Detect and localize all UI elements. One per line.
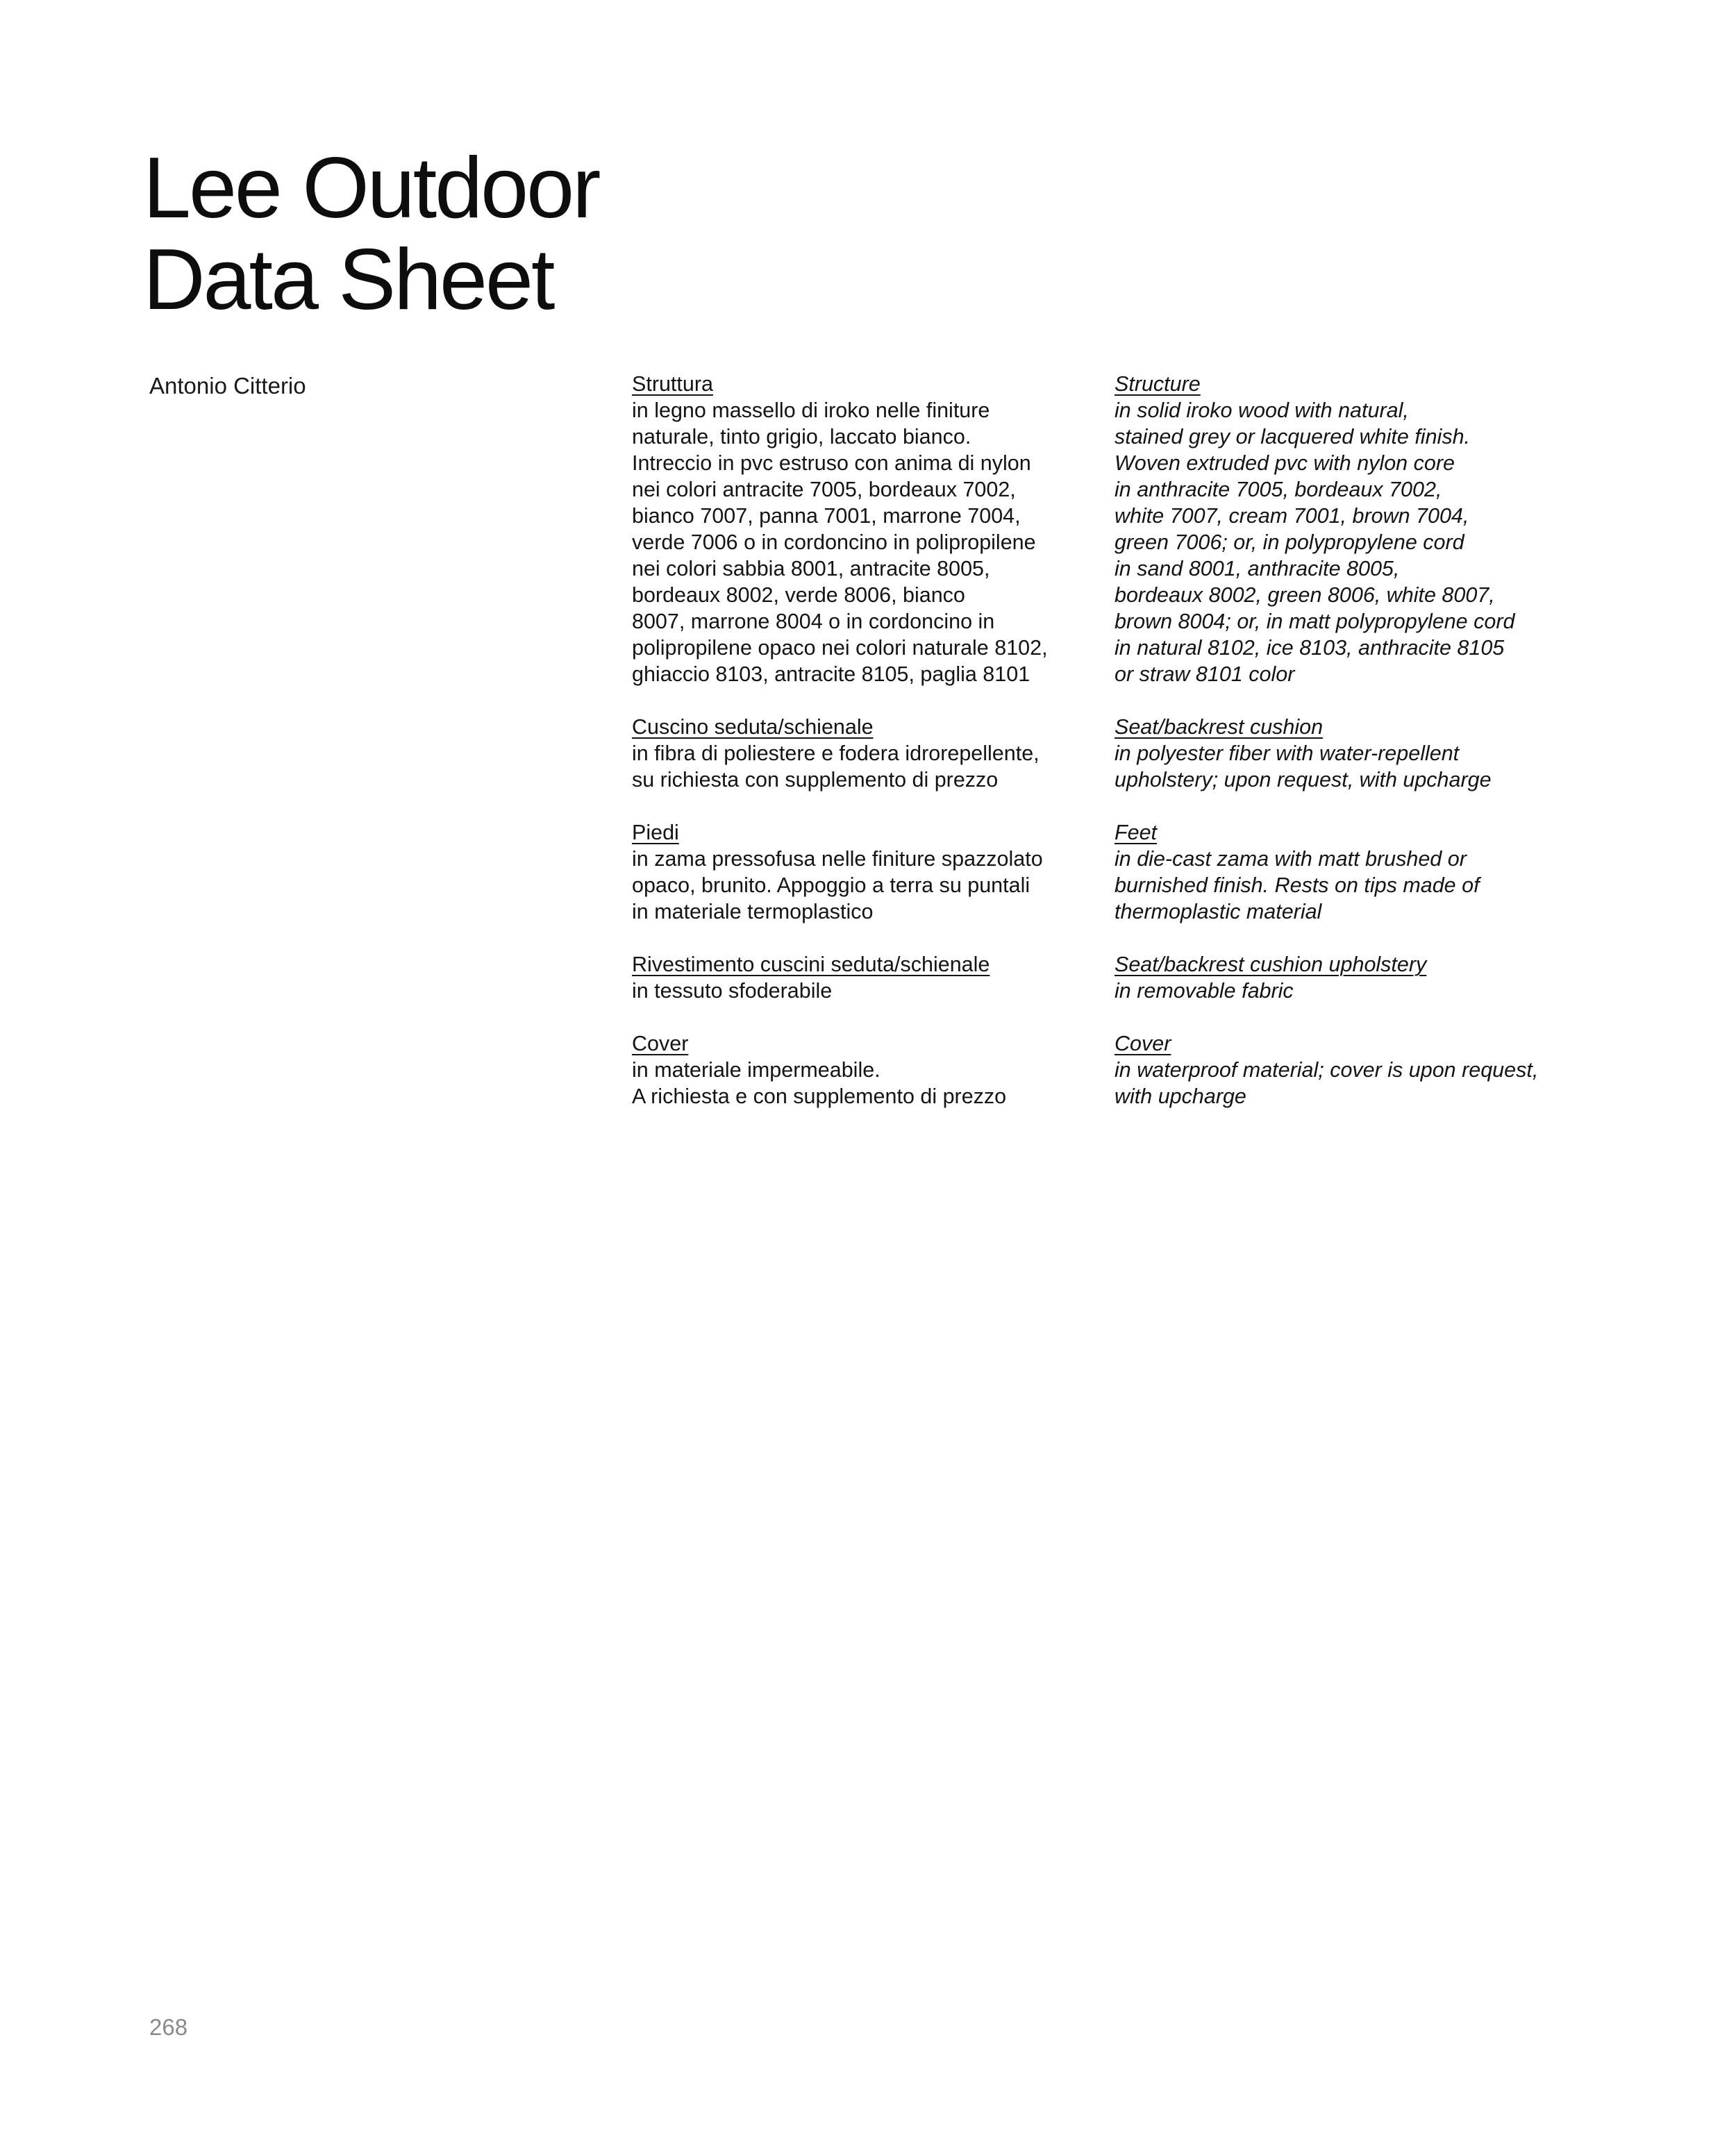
spec-section-heading: Cuscino seduta/schienale <box>632 715 874 739</box>
spec-text-line: brown 8004; or, in matt polypropylene cord <box>1115 610 1515 633</box>
spec-text-line: in die-cast zama with matt brushed or <box>1115 847 1467 871</box>
spec-section <box>1115 819 1594 925</box>
spec-section-heading: Feet <box>1115 821 1158 844</box>
spec-section-heading: Struttura <box>632 372 713 396</box>
spec-text-line: nei colori sabbia 8001, antracite 8005, <box>632 557 990 580</box>
spec-text-line: or straw 8101 color <box>1115 662 1295 686</box>
spec-section-body <box>632 740 1104 793</box>
spec-text-line: su richiesta con supplemento di prezzo <box>632 768 999 792</box>
spec-text-line: bordeaux 8002, verde 8006, bianco <box>632 583 965 607</box>
spec-text-line: white 7007, cream 7001, brown 7004, <box>1115 504 1469 528</box>
spec-text-line: in polyester fiber with water-repellent <box>1115 742 1460 765</box>
spec-text-line: green 7006; or, in polypropylene cord <box>1115 530 1464 554</box>
spec-section <box>1115 714 1594 793</box>
page-title <box>143 142 599 326</box>
spec-text-line: in zama pressofusa nelle finiture spazzolato <box>632 847 1043 871</box>
spec-text-line: in materiale impermeabile. <box>632 1058 880 1082</box>
spec-section <box>1115 1030 1594 1110</box>
spec-text-line: in removable fabric <box>1115 979 1294 1003</box>
spec-text-line: in fibra di poliestere e fodera idrorepellente, <box>632 742 1040 765</box>
spec-text-line: in waterproof material; cover is upon request, <box>1115 1058 1539 1082</box>
spec-section-heading: Seat/backrest cushion upholstery <box>1115 953 1427 976</box>
spec-section-body <box>632 978 1104 1004</box>
spec-section <box>632 371 1104 687</box>
spec-text-line: in sand 8001, anthracite 8005, <box>1115 557 1400 580</box>
page-title-line-1: Lee Outdoor <box>143 140 599 236</box>
spec-text-line: in legno massello di iroko nelle finiture <box>632 399 990 422</box>
spec-text-line: naturale, tinto grigio, laccato bianco. <box>632 425 971 449</box>
spec-text-line: in anthracite 7005, bordeaux 7002, <box>1115 478 1442 501</box>
spec-section-heading: Structure <box>1115 372 1201 396</box>
spec-text-line: thermoplastic material <box>1115 900 1322 923</box>
spec-text-line: in tessuto sfoderabile <box>632 979 833 1003</box>
spec-section-body <box>632 1057 1104 1110</box>
spec-text-line: in natural 8102, ice 8103, anthracite 8105 <box>1115 636 1505 660</box>
spec-text-line: stained grey or lacquered white finish. <box>1115 425 1471 449</box>
spec-section-heading: Piedi <box>632 821 679 844</box>
spec-text-line: opaco, brunito. Appoggio a terra su puntali <box>632 873 1030 897</box>
spec-section <box>1115 371 1594 687</box>
spec-section-heading: Cover <box>1115 1032 1171 1055</box>
spec-text-line: verde 7006 o in cordoncino in polipropilene <box>632 530 1036 554</box>
spec-section-body <box>1115 978 1594 1004</box>
spec-section <box>632 1030 1104 1110</box>
spec-text-line: in solid iroko wood with natural, <box>1115 399 1409 422</box>
spec-section <box>632 714 1104 793</box>
page-title-line-2: Data Sheet <box>143 232 553 328</box>
spec-section-body <box>632 846 1104 925</box>
spec-text-line: ghiaccio 8103, antracite 8105, paglia 8101 <box>632 662 1030 686</box>
spec-section-body <box>1115 740 1594 793</box>
spec-text-line: burnished finish. Rests on tips made of <box>1115 873 1480 897</box>
spec-section <box>632 819 1104 925</box>
spec-text-line: in materiale termoplastico <box>632 900 874 923</box>
english-specs-column <box>1115 371 1594 1136</box>
spec-text-line: upholstery; upon request, with upcharge <box>1115 768 1492 792</box>
spec-text-line: nei colori antracite 7005, bordeaux 7002, <box>632 478 1016 501</box>
spec-text-line: bianco 7007, panna 7001, marrone 7004, <box>632 504 1021 528</box>
spec-text-line: A richiesta e con supplemento di prezzo <box>632 1085 1007 1108</box>
designer-name: Antonio Citterio <box>149 373 306 399</box>
spec-section-body <box>1115 397 1594 687</box>
spec-text-line: 8007, marrone 8004 o in cordoncino in <box>632 610 995 633</box>
spec-text-line: Woven extruded pvc with nylon core <box>1115 451 1455 475</box>
page-number: 268 <box>149 2014 188 2040</box>
spec-section-heading: Cover <box>632 1032 689 1055</box>
spec-text-line: with upcharge <box>1115 1085 1246 1108</box>
spec-section-heading: Seat/backrest cushion <box>1115 715 1324 739</box>
spec-section <box>1115 951 1594 1004</box>
spec-section-heading: Rivestimento cuscini seduta/schienale <box>632 953 990 976</box>
spec-text-line: polipropilene opaco nei colori naturale 8102, <box>632 636 1048 660</box>
spec-section <box>632 951 1104 1004</box>
spec-section-body <box>1115 1057 1594 1110</box>
spec-section-body <box>1115 846 1594 925</box>
spec-section-body <box>632 397 1104 687</box>
spec-text-line: Intreccio in pvc estruso con anima di nylon <box>632 451 1031 475</box>
spec-text-line: bordeaux 8002, green 8006, white 8007, <box>1115 583 1495 607</box>
italian-specs-column <box>632 371 1104 1136</box>
